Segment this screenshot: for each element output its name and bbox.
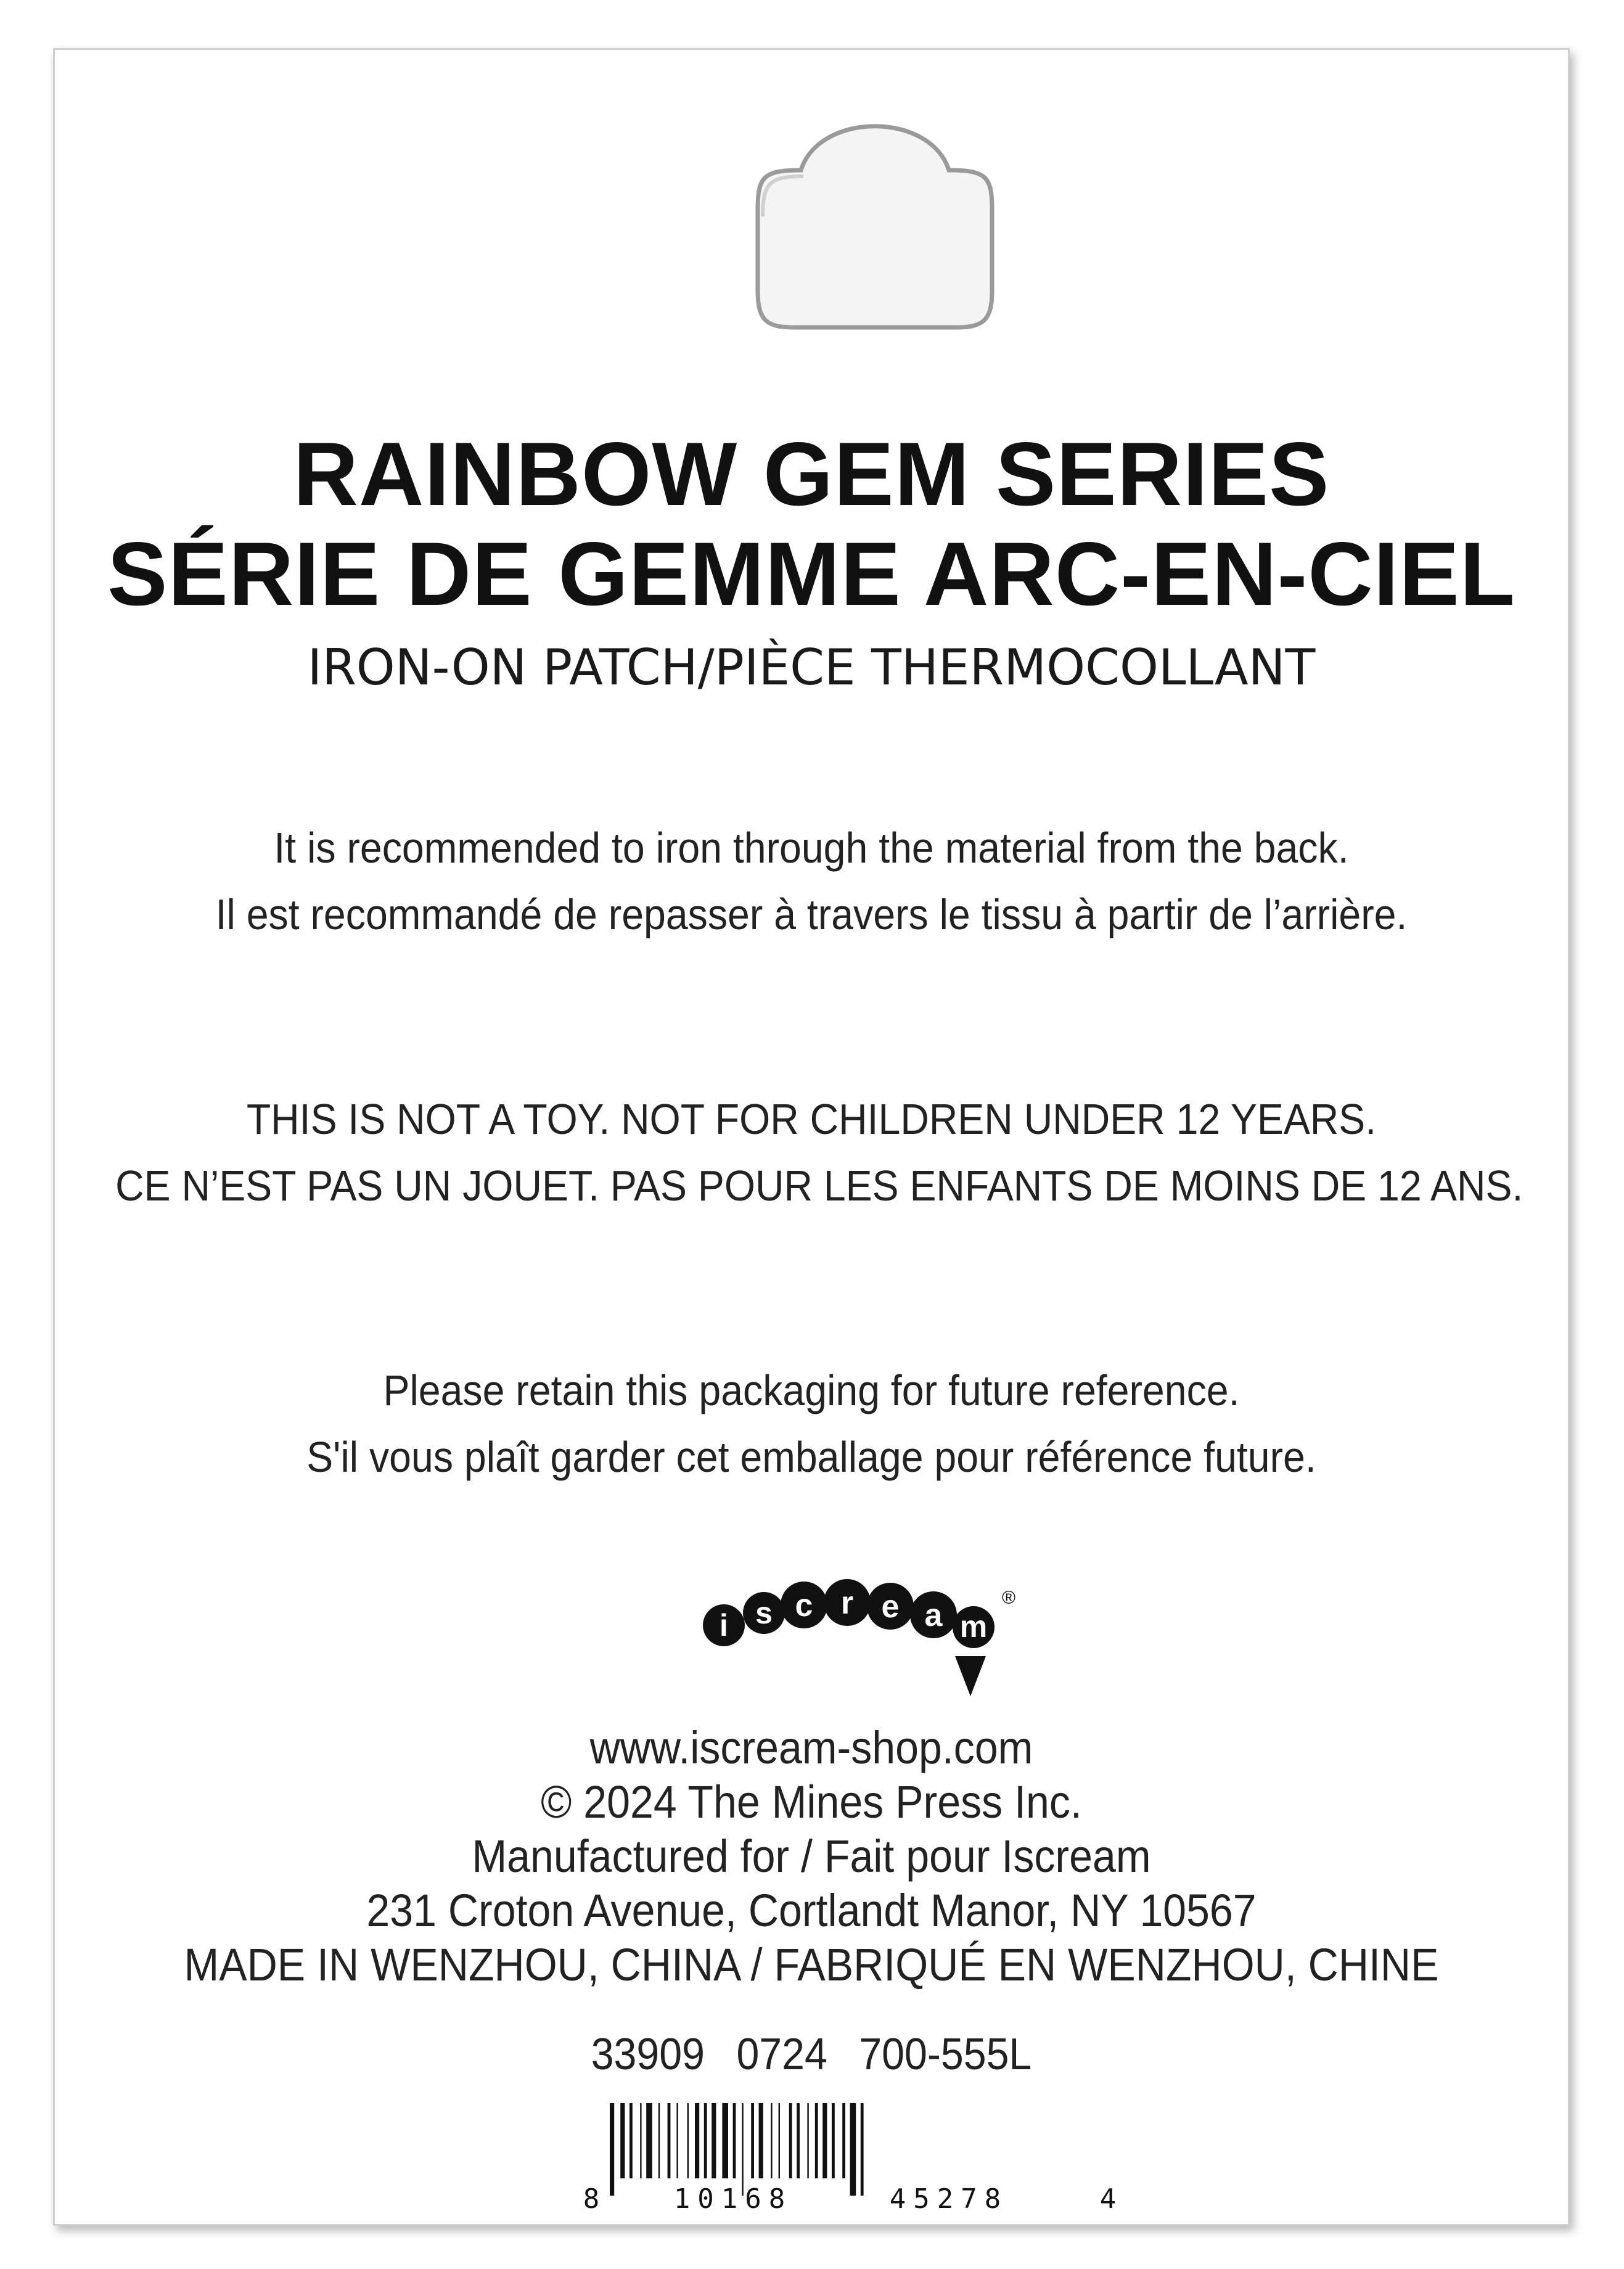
website: www.iscream-shop.com: [589, 1722, 1033, 1773]
barcode-bar: [807, 2103, 808, 2178]
barcode-bar: [695, 2103, 699, 2178]
svg-text:a: a: [924, 1598, 943, 1633]
svg-text:r: r: [840, 1585, 854, 1621]
barcode-bar: [646, 2103, 652, 2178]
item-number: 33909: [591, 2030, 705, 2079]
manufactured-for: Manufactured for / Fait pour Iscream: [472, 1831, 1151, 1882]
svg-text:c: c: [795, 1588, 813, 1623]
barcode-bar: [789, 2103, 792, 2178]
barcode-bar: [815, 2103, 818, 2178]
instructions-english: It is recommended to iron through the material from the back.: [274, 824, 1349, 872]
barcode-check-digit: 4: [1099, 2183, 1117, 2215]
barcode-bar: [742, 2103, 743, 2196]
barcode-bar: [676, 2103, 678, 2178]
barcode-bar: [751, 2103, 754, 2178]
barcode-bar: [704, 2103, 707, 2178]
iscream-logo: [690, 1554, 1016, 1702]
barcode-right-digits: 45278: [889, 2183, 1009, 2215]
barcode-first-digit: 8: [583, 2183, 600, 2215]
warning-french: CE N’EST PAS UN JOUET. PAS POUR LES ENFANTS DE MOINS DE 12 ANS.: [115, 1162, 1524, 1210]
svg-text:s: s: [755, 1596, 773, 1630]
barcode-bar: [797, 2103, 800, 2178]
barcode-left-digits: 10168: [673, 2183, 793, 2215]
upc-barcode: [579, 2103, 1122, 2214]
date-code: 0724: [736, 2030, 827, 2079]
copyright: © 2024 The Mines Press Inc.: [541, 1776, 1082, 1828]
barcode-bar: [842, 2103, 845, 2178]
address: 231 Croton Avenue, Cortlandt Manor, NY 10567: [366, 1885, 1257, 1936]
barcode-bar: [771, 2103, 772, 2178]
retain-notice-french: S'il vous plaît garder cet emballage pour référence future.: [306, 1433, 1316, 1481]
style-code: 700-555L: [859, 2030, 1032, 2079]
registered-mark: ®: [1002, 1588, 1016, 1608]
barcode-bar: [733, 2103, 736, 2178]
warning-english: THIS IS NOT A TOY. NOT FOR CHILDREN UNDER 12 YEARS.: [246, 1095, 1377, 1143]
barcode-bar: [712, 2103, 716, 2178]
barcode-bar: [822, 2103, 827, 2178]
barcode-bar: [687, 2103, 689, 2178]
barcode-bar: [658, 2103, 660, 2178]
packaging-card: [53, 48, 1570, 2226]
barcode-bar: [850, 2103, 856, 2196]
barcode-bar: [668, 2103, 671, 2178]
barcode-bar: [779, 2103, 780, 2178]
svg-text:m: m: [959, 1609, 988, 1644]
svg-text:e: e: [881, 1589, 900, 1625]
barcode-bar: [759, 2103, 763, 2178]
barcode-bar: [722, 2103, 728, 2178]
product-subtitle: IRON-ON PATCH/PIÈCE THERMOCOLLANT: [307, 639, 1316, 696]
barcode-bar: [620, 2103, 625, 2178]
instructions-french: Il est recommandé de repasser à travers le tissu à partir de l’arrière.: [215, 890, 1408, 938]
barcode-bar: [610, 2103, 614, 2196]
barcode-bar: [861, 2103, 864, 2196]
hang-hole-cutout: [55, 50, 1572, 371]
barcode-bar: [832, 2103, 835, 2178]
barcode-bar: [640, 2103, 641, 2178]
title-english: RAINBOW GEM SERIES: [293, 424, 1330, 524]
title-french: SÉRIE DE GEMME ARC-EN-CIEL: [107, 523, 1515, 624]
country-of-origin: MADE IN WENZHOU, CHINA / FABRIQUÉ EN WENZHOU, CHINE: [184, 1939, 1439, 1990]
barcode-bar: [630, 2103, 633, 2178]
retain-notice-english: Please retain this packaging for future reference.: [383, 1366, 1240, 1414]
svg-text:i: i: [720, 1608, 728, 1643]
product-codes: [115, 2029, 1507, 2080]
